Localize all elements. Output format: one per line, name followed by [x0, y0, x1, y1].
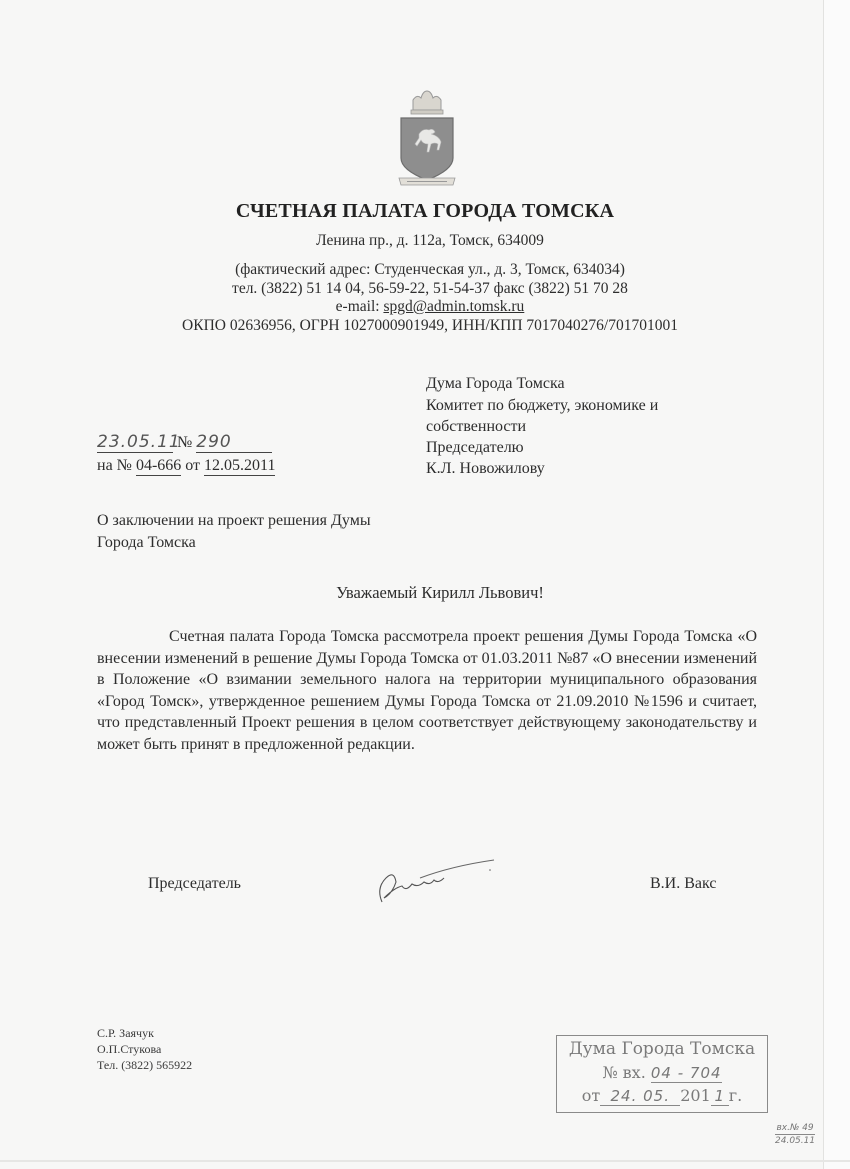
executor-phone: Тел. (3822) 565922 — [97, 1058, 193, 1072]
handwritten-signature-icon — [372, 858, 502, 908]
addressee-line-4: Председателю — [426, 439, 524, 456]
legal-address: Ленина пр., д. 112а, Томск, 634009 — [316, 232, 544, 249]
stamp-number-label: № вх. — [602, 1063, 646, 1082]
letter-subject — [97, 510, 371, 554]
stamp-year-prefix: 201 — [680, 1086, 711, 1105]
email-link[interactable]: spgd@admin.tomsk.ru — [383, 298, 525, 315]
executor-1: С.Р. Заячук — [97, 1026, 154, 1040]
subject-line-1: О заключении на проект решения Думы — [97, 512, 371, 529]
signatory-role: Председатель — [148, 875, 241, 892]
addressee-line-5: К.Л. Новожилову — [426, 460, 545, 477]
addressee-line-2: Комитет по бюджету, экономике и — [426, 397, 659, 414]
page-bottom-edge — [0, 1160, 850, 1162]
reply-from-label: от — [185, 457, 201, 474]
letter-body: Счетная палата Города Томска рассмотрела проект решения Думы Города Томска «О внесении изменений в решение Думы Города Томска от 01.03.2011 №87 «О внесении изменений в Положение «О взимании земельного налога на территории муниципального образования «Город Томск», утвержденное решением Думы Города Томска от 21.09.2010 №1596 и считает, что представленный Проект решения в целом соответствует действующему законодательству и может быть принят в предложенной редакции. — [97, 628, 757, 753]
stamp-title: Дума Города Томска — [568, 1039, 756, 1059]
reply-reference — [97, 457, 275, 476]
subject-line-2: Города Томска — [97, 534, 196, 551]
stamp-day-month: 24. 05. — [600, 1087, 680, 1106]
email-label: e-mail: — [335, 298, 384, 315]
signatory-name: В.И. Вакс — [650, 875, 717, 892]
corner-note-line-1: вх.№ 49 — [776, 1123, 814, 1133]
addressee-line-1: Дума Города Томска — [426, 375, 565, 392]
outgoing-number: 290 — [196, 432, 272, 453]
tomsk-coat-of-arms-icon — [395, 88, 459, 188]
corner-note-line-2: 24.05.11 — [775, 1136, 816, 1146]
phone-fax-line: тел. (3822) 51 14 04, 56-59-22, 51-54-37 факс (3822) 51 70 28 — [232, 280, 628, 297]
reply-number: 04-666 — [135, 457, 182, 474]
stamp-year-unit: г. — [728, 1086, 743, 1105]
addressee-line-3: собственности — [426, 418, 527, 435]
stamp-number-line — [557, 1063, 767, 1083]
registry-codes: ОКПО 02636956, ОГРН 1027000901949, ИНН/КПП 7017040276/701701001 — [182, 317, 678, 334]
reply-date: 12.05.2011 — [204, 457, 276, 474]
reply-prefix: на № — [97, 457, 132, 474]
actual-address: (фактический адрес: Студенческая ул., д. 3, Томск, 634034) — [235, 261, 625, 278]
stamp-from-label: от — [581, 1086, 601, 1105]
number-label: № — [177, 434, 193, 451]
greeting: Уважаемый Кирилл Львович! — [336, 583, 544, 602]
outgoing-reference — [97, 432, 272, 453]
outgoing-date: 23.05.11 — [97, 432, 181, 452]
stamp-year-suffix: 1 — [711, 1087, 729, 1106]
executor-2: О.П.Стукова — [97, 1042, 162, 1056]
incoming-registration-stamp — [556, 1035, 768, 1113]
stamp-incoming-number: 04 - 704 — [650, 1064, 722, 1082]
email-line — [0, 298, 850, 316]
organization-title: СЧЕТНАЯ ПАЛАТА ГОРОДА ТОМСКА — [235, 200, 615, 222]
stamp-date-line — [557, 1086, 767, 1106]
handwritten-corner-note — [775, 1122, 815, 1147]
